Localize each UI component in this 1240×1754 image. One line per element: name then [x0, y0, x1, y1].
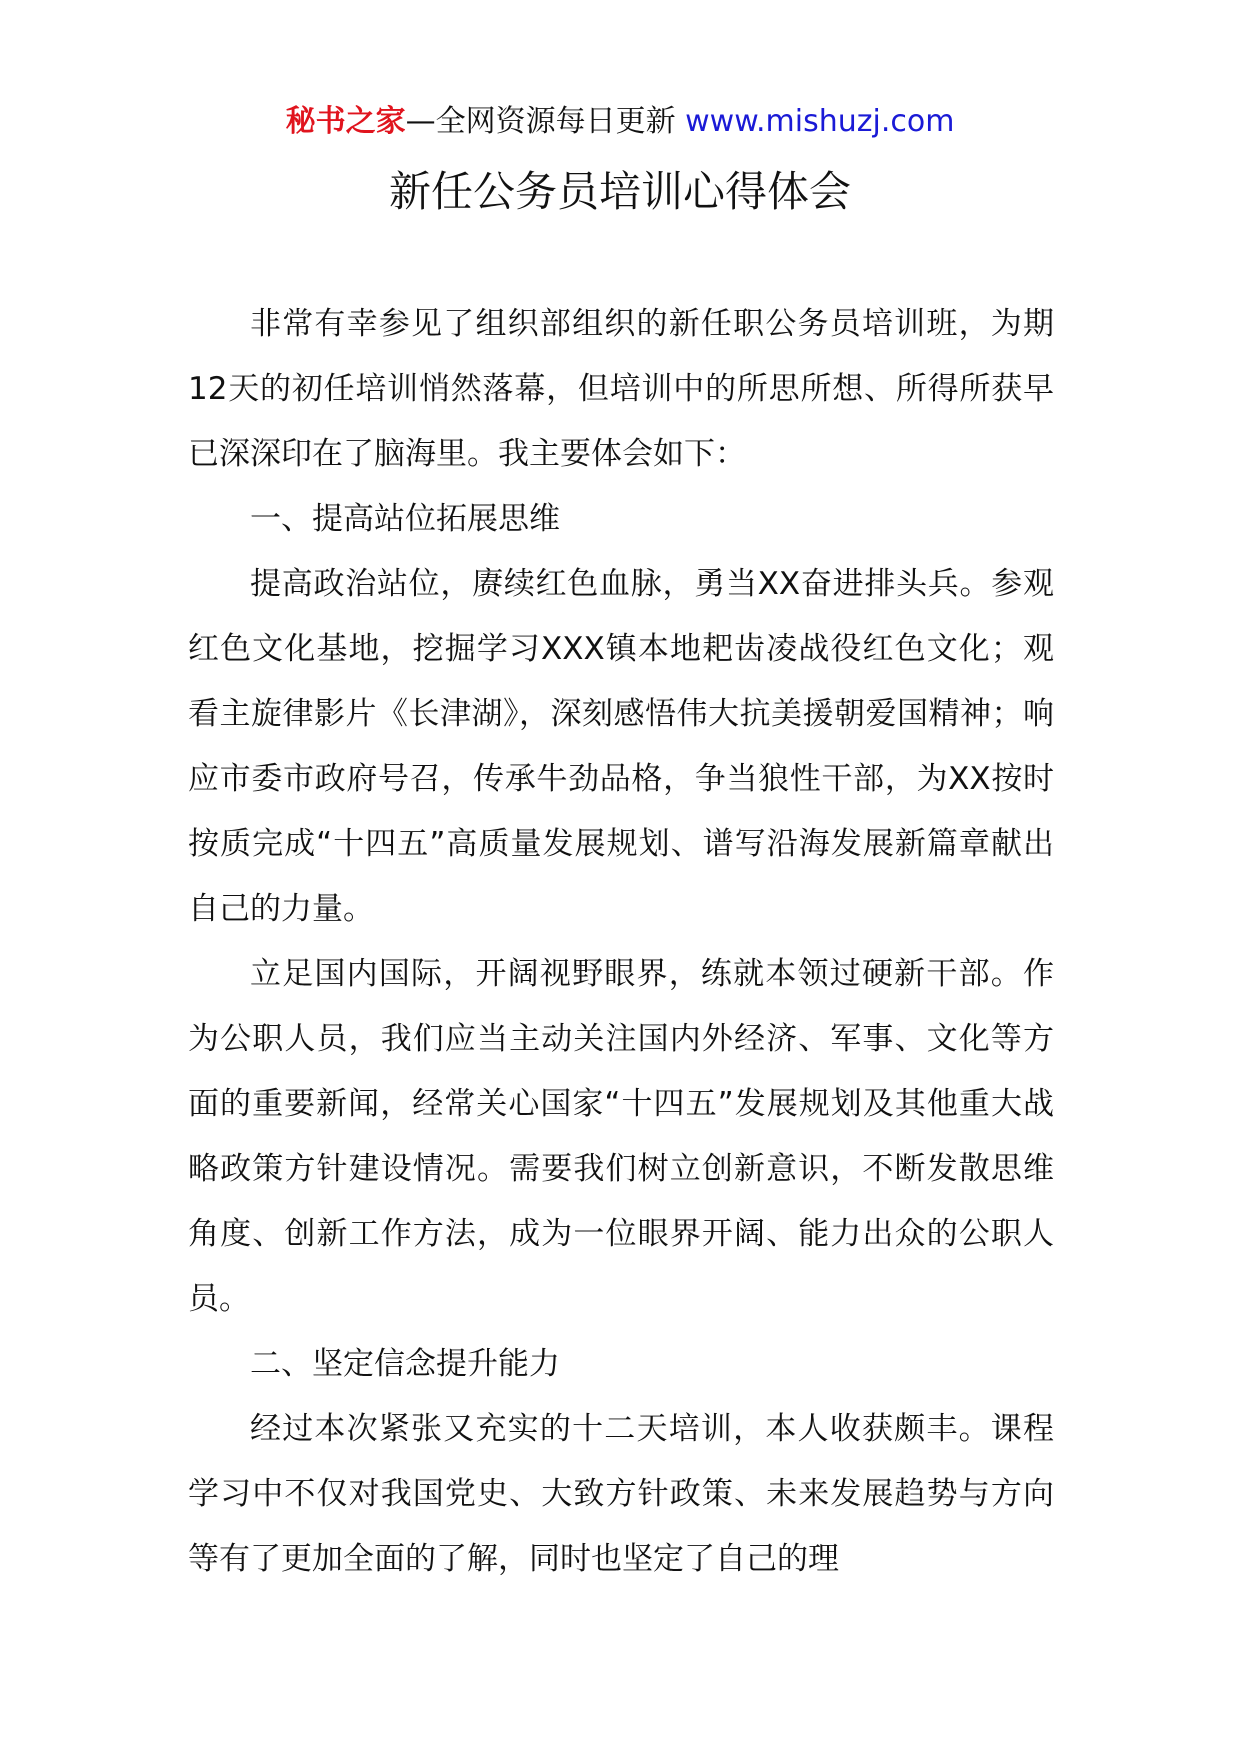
paragraph-intro: 非常有幸参见了组织部组织的新任职公务员培训班，为期12天的初任培训悄然落幕，但培训中的所思所想、所得所获早已深深印在了脑海里。我主要体会如下： [188, 306, 1054, 472]
website-link[interactable]: www.mishuzj.com [685, 104, 955, 139]
paragraph-political-stance: 提高政治站位，赓续红色血脉，勇当XX奋进排头兵。参观红色文化基地，挖掘学习XXX镇本地耙齿凌战役红色文化；观看主旋律影片《长津湖》，深刻感悟伟大抗美援朝爱国精神；响应市委市政府号召，传承牛劲品格，争当狼性干部，为XX按时按质完成“十四五”高质量发展规划、谱写沿海发展新篇章献出自己的力量。 [188, 566, 1054, 927]
section-heading-1: 一、提高站位拓展思维 [250, 501, 560, 537]
header-slogan: —全网资源每日更新 [405, 104, 676, 139]
paragraph-training-gains: 经过本次紧张又充实的十二天培训，本人收获颇丰。课程学习中不仅对我国党史、大致方针政策、未来发展趋势与方向等有了更加全面的了解，同时也坚定了自己的理 [188, 1411, 1054, 1577]
brand-name: 秘书之家 [285, 104, 406, 139]
document-title: 新任公务员培训心得体会 [388, 167, 851, 216]
paragraph-global-vision: 立足国内国际，开阔视野眼界，练就本领过硬新干部。作为公职人员，我们应当主动关注国内外经济、军事、文化等方面的重要新闻，经常关心国家“十四五”发展规划及其他重大战略政策方针建设情况。需要我们树立创新意识，不断发散思维角度、创新工作方法，成为一位眼界开阔、能力出众的公职人员。 [188, 956, 1054, 1317]
document-body [188, 292, 1054, 1592]
site-header [0, 100, 1240, 144]
section-heading-2: 二、坚定信念提升能力 [250, 1346, 560, 1382]
